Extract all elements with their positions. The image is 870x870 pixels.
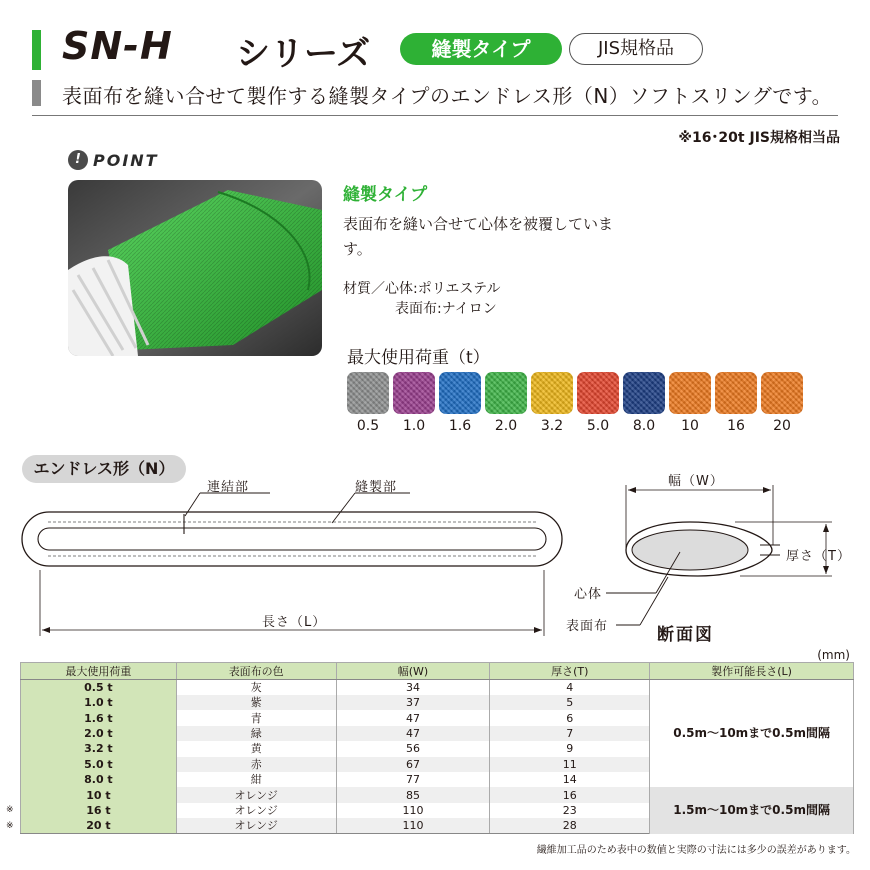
width-arrow-left — [628, 487, 636, 493]
cell-thickness: 14 — [490, 772, 650, 787]
swatch-label: 3.2 — [540, 418, 564, 434]
col-header-width: 幅(W) — [336, 663, 490, 680]
joint-leader — [185, 493, 200, 516]
cell-width: 56 — [336, 741, 490, 756]
cell-thickness: 7 — [490, 726, 650, 741]
jis-badge: JIS規格品 — [569, 33, 703, 65]
cell-color: 赤 — [176, 757, 336, 772]
swatch-label: 5.0 — [586, 418, 610, 434]
feature-description: 表面布を縫い合せて心体を被覆しています。 — [343, 215, 614, 258]
table-header-row — [21, 663, 854, 680]
cell-width: 34 — [336, 680, 490, 696]
color-swatch — [439, 372, 481, 414]
cell-color: 青 — [176, 710, 336, 725]
sewn-label: 縫製部 — [355, 480, 398, 495]
sewn-type-badge: 縫製タイプ — [400, 33, 562, 65]
cell-thickness: 11 — [490, 757, 650, 772]
section-label: 断面図 — [657, 625, 714, 645]
length-arrow-left — [42, 627, 50, 633]
cell-thickness: 6 — [490, 710, 650, 725]
cell-color: オレンジ — [176, 787, 336, 802]
swatch-item — [347, 372, 389, 434]
endless-type-tab: エンドレス形（N） — [22, 455, 186, 483]
swatch-item — [531, 372, 573, 434]
col-header-thickness: 厚さ(T) — [490, 663, 650, 680]
cell-load: 8.0 t — [21, 772, 177, 787]
sling-outer-outline — [22, 512, 562, 566]
swatch-label: 20 — [773, 418, 791, 434]
color-swatch — [347, 372, 389, 414]
cell-length-range-b: 1.5m〜10mまで0.5m間隔 — [650, 787, 854, 833]
cell-load: 5.0 t — [21, 757, 177, 772]
col-header-length: 製作可能長さ(L) — [650, 663, 854, 680]
table-row — [21, 787, 854, 802]
jis-note: ※16･20t JIS規格相当品 — [678, 130, 840, 146]
thick-arrow-top — [823, 524, 829, 532]
material-core: 材質／心体:ポリエステル — [343, 281, 501, 297]
swatch-item — [623, 372, 665, 434]
cover-label: 表面布 — [566, 619, 609, 634]
cover-leader — [640, 577, 668, 625]
color-swatches — [347, 372, 803, 434]
swatch-item — [439, 372, 481, 434]
cell-width: 67 — [336, 757, 490, 772]
core-leader — [656, 552, 680, 593]
color-swatch — [531, 372, 573, 414]
spec-table — [20, 662, 854, 834]
cell-load: 3.2 t — [21, 741, 177, 756]
swatch-item — [393, 372, 435, 434]
width-arrow-right — [763, 487, 771, 493]
subtitle-accent-bar — [32, 80, 41, 106]
header-divider — [32, 115, 838, 116]
cell-width: 37 — [336, 695, 490, 710]
cell-color: 灰 — [176, 680, 336, 696]
cell-load: 10 t — [21, 787, 177, 802]
thickness-label: 厚さ（T） — [786, 549, 851, 564]
title-accent-bar — [32, 30, 41, 70]
col-header-load: 最大使用荷重 — [21, 663, 177, 680]
swatch-label: 2.0 — [494, 418, 518, 434]
cell-load: 20 t — [21, 818, 177, 834]
jis-row-mark: ※ — [6, 820, 14, 831]
cell-width: 110 — [336, 818, 490, 834]
footnote: 繊維加工品のため表中の数値と実際の寸法には多少の誤差があります。 — [536, 845, 856, 856]
swatch-item — [669, 372, 711, 434]
length-arrow-right — [534, 627, 542, 633]
joint-label: 連結部 — [207, 480, 250, 495]
cell-load: 2.0 t — [21, 726, 177, 741]
cell-load: 1.0 t — [21, 695, 177, 710]
width-label: 幅（W） — [668, 474, 724, 489]
thick-arrow-bottom — [823, 566, 829, 574]
series-name: SN-H — [62, 24, 173, 68]
max-load-title: 最大使用荷重（t） — [347, 348, 490, 368]
cell-color: オレンジ — [176, 818, 336, 834]
color-swatch — [577, 372, 619, 414]
cell-thickness: 23 — [490, 803, 650, 818]
section-outer — [626, 522, 772, 576]
table-row — [21, 680, 854, 696]
cell-color: 紺 — [176, 772, 336, 787]
color-swatch — [623, 372, 665, 414]
cell-width: 47 — [336, 726, 490, 741]
swatch-label: 0.5 — [356, 418, 380, 434]
sewn-leader — [332, 493, 355, 523]
length-label: 長さ（L） — [262, 615, 327, 630]
material-cover: 表面布:ナイロン — [395, 301, 497, 317]
cell-color: 黄 — [176, 741, 336, 756]
subtitle: 表面布を縫い合せて製作する縫製タイプのエンドレス形（N）ソフトスリングです。 — [62, 84, 833, 108]
cell-color: 緑 — [176, 726, 336, 741]
color-swatch — [761, 372, 803, 414]
sling-photo — [68, 180, 322, 356]
color-swatch — [393, 372, 435, 414]
jis-row-mark: ※ — [6, 805, 14, 816]
cell-thickness: 16 — [490, 787, 650, 802]
series-suffix: シリーズ — [236, 34, 371, 74]
cell-color: 紫 — [176, 695, 336, 710]
swatch-item — [577, 372, 619, 434]
cell-width: 47 — [336, 710, 490, 725]
sling-photo-illustration — [68, 180, 322, 356]
color-swatch — [485, 372, 527, 414]
section-core — [632, 530, 748, 570]
cell-load: 16 t — [21, 803, 177, 818]
cell-thickness: 4 — [490, 680, 650, 696]
swatch-label: 10 — [681, 418, 699, 434]
swatch-label: 16 — [727, 418, 745, 434]
sling-inner-outline — [38, 528, 546, 550]
color-swatch — [715, 372, 757, 414]
swatch-label: 1.0 — [402, 418, 426, 434]
cell-load: 1.6 t — [21, 710, 177, 725]
cell-width: 85 — [336, 787, 490, 802]
cell-thickness: 9 — [490, 741, 650, 756]
point-label: POINT — [93, 150, 159, 170]
feature-title: 縫製タイプ — [343, 185, 428, 205]
swatch-item — [485, 372, 527, 434]
cell-color: オレンジ — [176, 803, 336, 818]
point-heading — [68, 150, 159, 170]
cell-length-range-a: 0.5m〜10mまで0.5m間隔 — [650, 680, 854, 788]
color-swatch — [669, 372, 711, 414]
exclamation-icon: ! — [68, 150, 88, 170]
cell-width: 110 — [336, 803, 490, 818]
cell-width: 77 — [336, 772, 490, 787]
cell-load: 0.5 t — [21, 680, 177, 696]
core-label: 心体 — [574, 587, 603, 602]
cell-thickness: 28 — [490, 818, 650, 834]
swatch-item — [715, 372, 757, 434]
unit-label: (mm) — [817, 648, 850, 662]
col-header-color: 表面布の色 — [176, 663, 336, 680]
cell-thickness: 5 — [490, 695, 650, 710]
swatch-label: 8.0 — [632, 418, 656, 434]
swatch-label: 1.6 — [448, 418, 472, 434]
swatch-item — [761, 372, 803, 434]
